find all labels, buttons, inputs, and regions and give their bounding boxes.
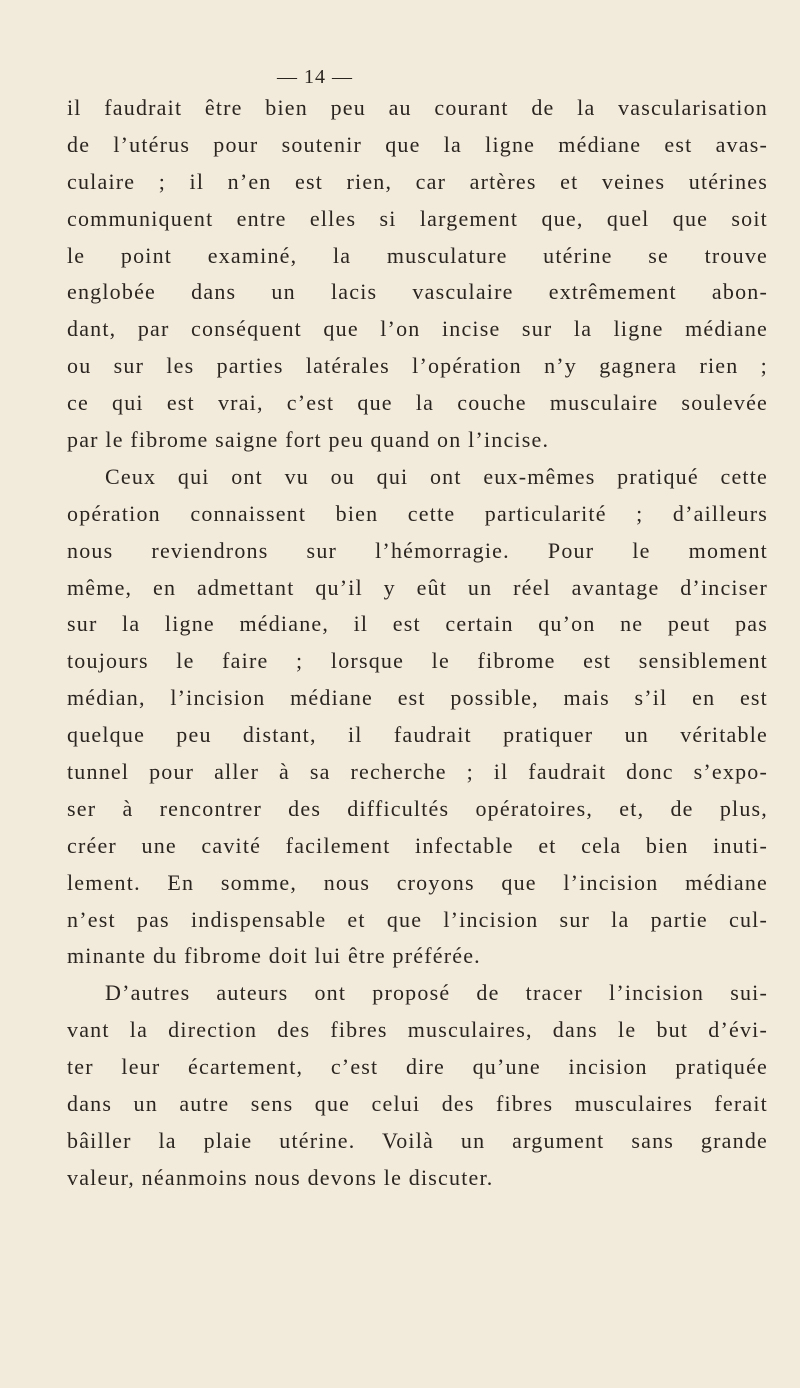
text-line: par le fibrome saigne fort peu quand on l’incise.	[67, 427, 550, 453]
text-line: sur la ligne médiane, il est certain qu’on ne peut pas	[67, 611, 768, 637]
text-line: dans un autre sens que celui des fibres musculaires ferait	[67, 1091, 768, 1117]
text-line: lement. En somme, nous croyons que l’incision médiane	[67, 869, 768, 895]
text-line: tunnel pour aller à sa recherche ; il faudrait donc s’expo-	[67, 759, 768, 785]
text-line: opération connaissent bien cette particularité ; d’ailleurs	[67, 500, 768, 526]
text-line: ce qui est vrai, c’est que la couche musculaire soulevée	[67, 390, 768, 416]
text-line: ser à rencontrer des difficultés opératoires, et, de plus,	[67, 795, 768, 821]
text-line: créer une cavité facilement infectable et cela bien inuti-	[67, 832, 768, 858]
text-line: nous reviendrons sur l’hémorragie. Pour le moment	[67, 537, 768, 563]
page-number: — 14 —	[277, 66, 353, 88]
text-line: ter leur écartement, c’est dire qu’une incision pratiquée	[67, 1054, 768, 1080]
text-line: minante du fibrome doit lui être préférée.	[67, 943, 481, 969]
text-line: valeur, néanmoins nous devons le discuter.	[67, 1164, 494, 1190]
text-line: culaire ; il n’en est rien, car artères et veines utérines	[67, 168, 768, 194]
text-line: ou sur les parties latérales l’opération n’y gagnera rien ;	[67, 353, 768, 379]
body-text	[67, 90, 768, 1197]
text-line: n’est pas indispensable et que l’incision sur la partie cul-	[67, 906, 768, 932]
text-line: bâiller la plaie utérine. Voilà un argument sans grande	[67, 1127, 768, 1153]
text-line: vant la direction des fibres musculaires, dans le but d’évi-	[67, 1017, 768, 1043]
text-line: communiquent entre elles si largement que, quel que soit	[67, 205, 768, 231]
text-line: même, en admettant qu’il y eût un réel avantage d’inciser	[67, 574, 768, 600]
text-line: Ceux qui ont vu ou qui ont eux-mêmes pratiqué cette	[105, 463, 768, 489]
text-line: D’autres auteurs ont proposé de tracer l’incision sui-	[105, 980, 768, 1006]
text-line: de l’utérus pour soutenir que la ligne médiane est avas-	[67, 131, 768, 157]
text-line: il faudrait être bien peu au courant de la vascularisation	[67, 95, 768, 120]
text-line: englobée dans un lacis vasculaire extrêmement abon-	[67, 279, 768, 305]
text-line: médian, l’incision médiane est possible, mais s’il en est	[67, 685, 768, 711]
text-line: toujours le faire ; lorsque le fibrome est sensiblement	[67, 648, 768, 674]
text-line: quelque peu distant, il faudrait pratiquer un véritable	[67, 722, 768, 748]
text-line: le point examiné, la musculature utérine se trouve	[67, 242, 768, 268]
text-line: dant, par conséquent que l’on incise sur la ligne médiane	[67, 316, 768, 342]
